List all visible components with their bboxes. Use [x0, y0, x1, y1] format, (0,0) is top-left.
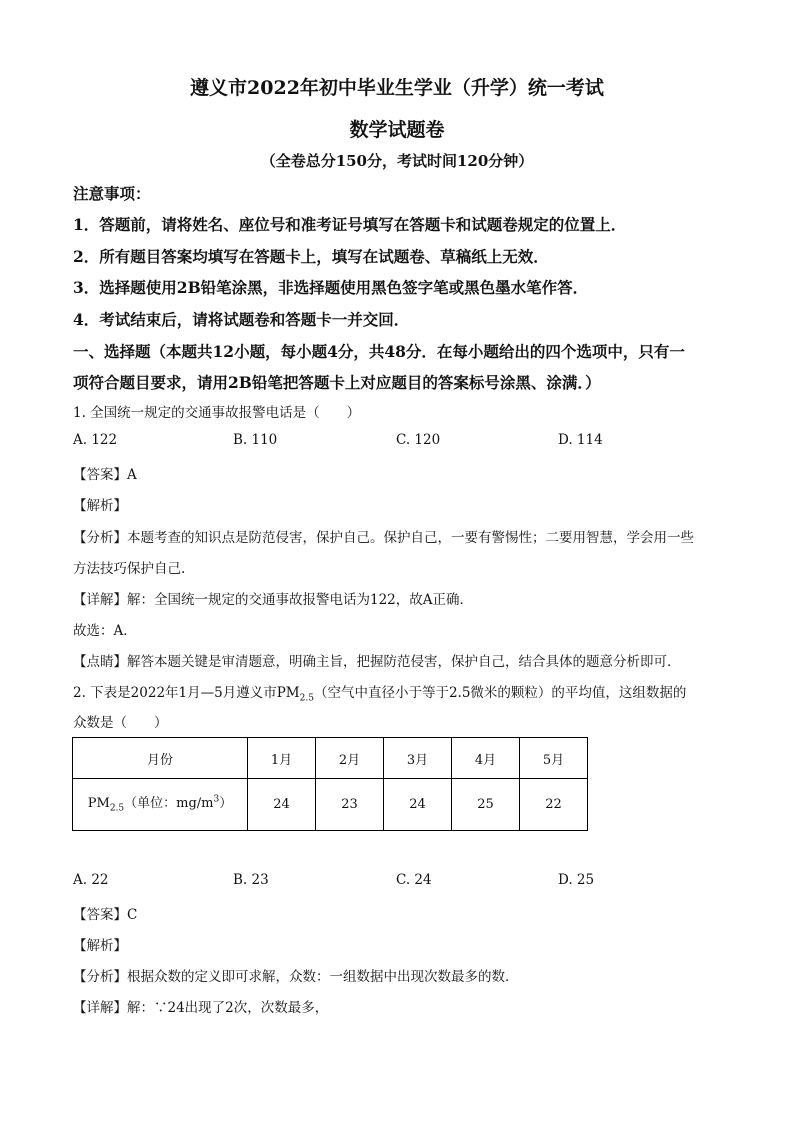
- q2-stem-line2: 众数是（ ）: [73, 715, 168, 731]
- pm25-table: [72, 737, 588, 831]
- q2-stem: [73, 681, 686, 704]
- table-cell: 22: [520, 779, 588, 831]
- fenxi-text: 本题考查的知识点是防范侵害，保护自己。保护自己，一要有警惕性；二要用智慧，学会用一些: [127, 530, 694, 546]
- q2-option-b: B. 23: [233, 872, 269, 888]
- table-header-cell: 4月: [452, 738, 520, 779]
- table-cell: 23: [316, 779, 384, 831]
- row-label-post: （单位：mg/m: [124, 796, 214, 811]
- answer-label: 【答案】: [73, 467, 127, 483]
- q1-fenxi: [73, 526, 694, 546]
- table-header-cell: 2月: [316, 738, 384, 779]
- q1-stem: 1. 全国统一规定的交通事故报警电话是（ ）: [73, 405, 361, 421]
- fenxi-label: 【分析】: [73, 969, 127, 985]
- table-row-label: [73, 779, 248, 831]
- table-header-cell: 1月: [248, 738, 316, 779]
- section-heading-line2: 项符合题目要求，请用2B铅笔把答题卡上对应题目的答案标号涂黑、涂满．）: [73, 373, 601, 392]
- q1-fenxi-line2: 方法技巧保护自己.: [73, 561, 186, 577]
- q1-analysis-label: 【解析】: [73, 498, 127, 514]
- q2-answer: [73, 903, 137, 923]
- q2-fenxi: [73, 965, 519, 985]
- fenxi-label: 【分析】: [73, 530, 127, 546]
- notice-item: 4．考试结束后，请将试题卷和答题卡一并交回．: [73, 310, 410, 329]
- comment-label: 【点睛】: [73, 654, 127, 670]
- q1-option-b: B. 110: [233, 432, 278, 448]
- comment-text: 解答本题关键是审清题意，明确主旨，把握防范侵害，保护自己，结合具体的题意分析即可．: [127, 654, 681, 670]
- q1-detail: [73, 588, 473, 608]
- detail-label: 【详解】: [73, 1000, 127, 1016]
- q1-option-d: D. 114: [558, 432, 603, 448]
- q2-analysis-label: 【解析】: [73, 938, 127, 954]
- q2-stem-post: （空气中直径小于等于2.5微米的颗粒）的平均值，这组数据的: [313, 685, 687, 701]
- notice-item: 2．所有题目答案均填写在答题卡上，填写在试题卷、草稿纸上无效．: [73, 247, 549, 266]
- q2-stem-pre: 2. 下表是2022年1月—5月遵义市PM: [73, 685, 300, 701]
- row-label-sub: 2.5: [109, 803, 125, 814]
- q2-option-c: C. 24: [396, 872, 432, 888]
- table-cell: 24: [384, 779, 452, 831]
- q1-choose: 故选：A．: [73, 623, 137, 639]
- section-heading-line1: 一、选择题（本题共12小题，每小题4分，共48分．在每小题给出的四个选项中，只有一: [73, 342, 685, 361]
- exam-note: （全卷总分150分，考试时间120分钟）: [260, 152, 534, 170]
- notice-item: 3．选择题使用2B铅笔涂黑，非选择题使用黑色签字笔或黑色墨水笔作答．: [73, 278, 589, 297]
- page-subtitle: 数学试题卷: [349, 119, 445, 141]
- fenxi-text: 根据众数的定义即可求解，众数：一组数据中出现次数最多的数．: [127, 969, 519, 985]
- table-header-row: [73, 738, 588, 779]
- row-label-end: ）: [219, 796, 233, 811]
- detail-text: 解：全国统一规定的交通事故报警电话为122，故A正确．: [127, 592, 474, 608]
- q2-option-a: A. 22: [73, 872, 109, 888]
- q1-option-c: C. 120: [396, 432, 441, 448]
- row-label-sup: 3: [213, 794, 220, 805]
- q1-comment: [73, 650, 681, 670]
- table-header-cell: 月份: [73, 738, 248, 779]
- q2-option-d: D. 25: [558, 872, 595, 888]
- table-row: [73, 779, 588, 831]
- q2-stem-sub: 2.5: [299, 693, 314, 704]
- q2-detail: [73, 996, 328, 1016]
- table-cell: 24: [248, 779, 316, 831]
- table-cell: 25: [452, 779, 520, 831]
- answer-value: C: [127, 907, 138, 923]
- q1-answer: [73, 463, 137, 483]
- table-header-cell: 3月: [384, 738, 452, 779]
- page-title: 遵义市2022年初中毕业生学业（升学）统一考试: [190, 77, 604, 99]
- detail-text: 解：∵24出现了2次，次数最多，: [127, 1000, 329, 1016]
- table-header-cell: 5月: [520, 738, 588, 779]
- notice-heading: 注意事项：: [73, 184, 151, 203]
- answer-value: A: [127, 467, 137, 483]
- answer-label: 【答案】: [73, 907, 127, 923]
- q1-option-a: A. 122: [73, 432, 118, 448]
- detail-label: 【详解】: [73, 592, 127, 608]
- row-label-pre: PM: [87, 796, 110, 811]
- notice-item: 1．答题前，请将姓名、座位号和准考证号填写在答题卡和试题卷规定的位置上．: [73, 215, 627, 234]
